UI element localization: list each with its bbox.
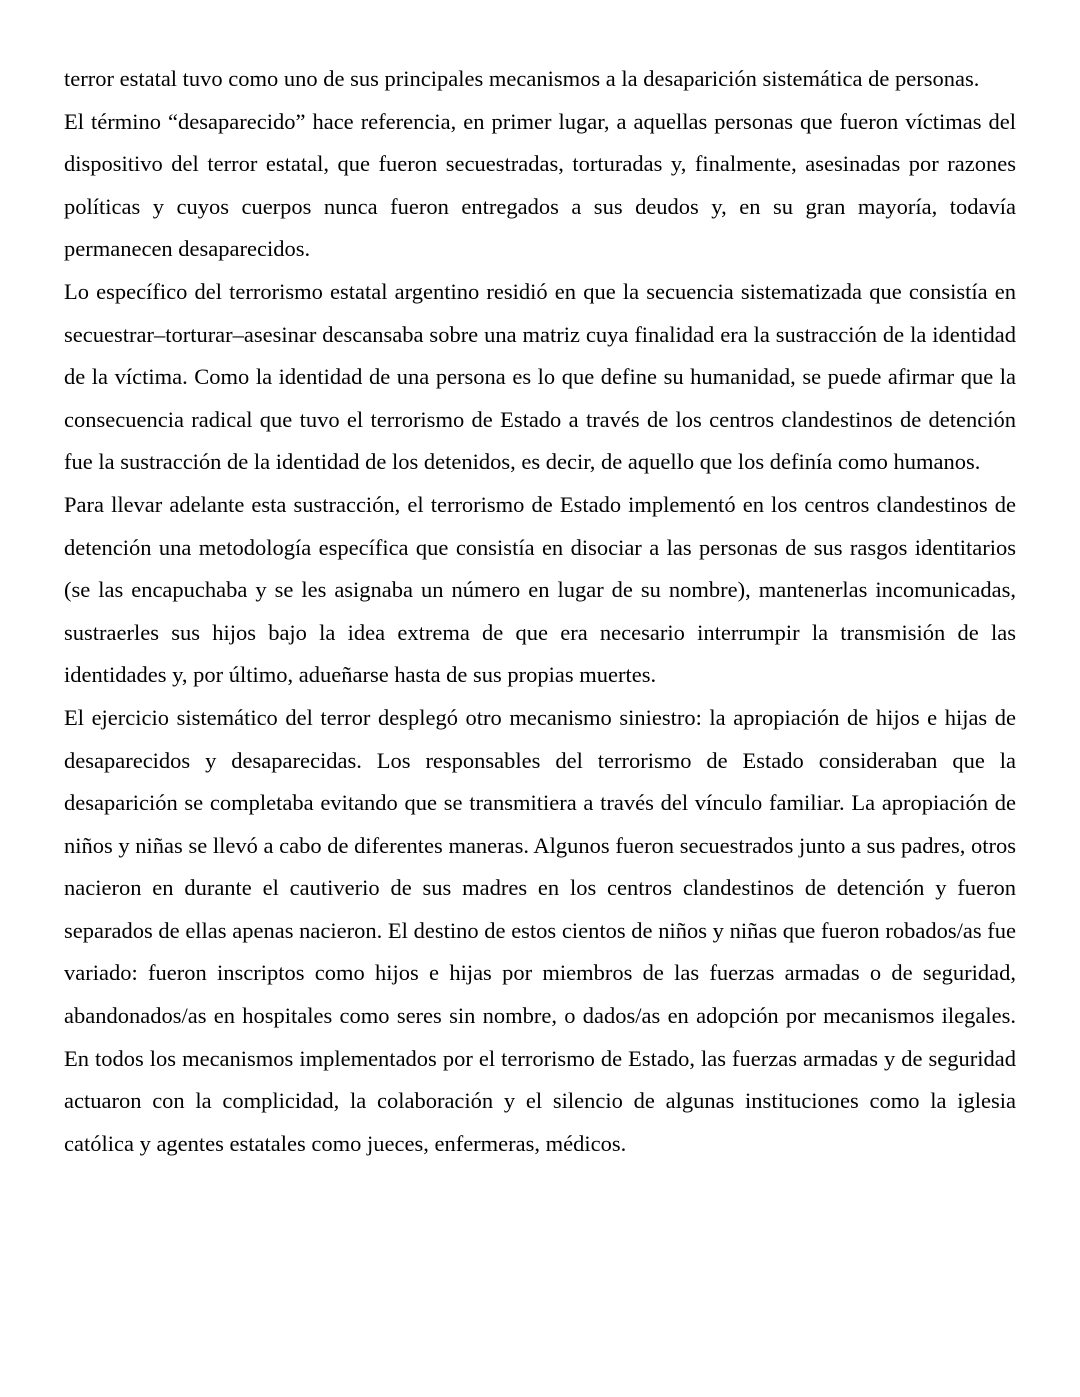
paragraph-termino-desaparecido: El término “desaparecido” hace referencia, en primer lugar, a aquellas personas que fueron víctimas del dispositivo del terror estatal, que fueron secuestradas, torturadas y, finalmente, asesinadas por razones políticas y cuyos cuerpos nunca fueron entregados a sus deudos y, en su gran mayoría, todavía permanecen desaparecidos. bbox=[64, 108, 1016, 262]
paragraph-apropiacion-hijos: El ejercicio sistemático del terror desplegó otro mecanismo siniestro: la apropiación de hijos e hijas de desaparecidos y desaparecidas. Los responsables del terrorismo de Estado consideraban que la desaparición se completaba evitando que se transmitiera a través del vínculo familiar. La apropiación de niños y niñas se llevó a cabo de diferentes maneras. Algunos fueron secuestrados junto a sus padres, otros nacieron en durante el cautiverio de sus madres en los centros clandestinos de detención y fueron separados de ellas apenas nacieron. El destino de estos cientos de niños y niñas que fueron robados/as fue variado: fueron inscriptos como hijos e hijas por miembros de las fuerzas armadas o de seguridad, abandonados/as en hospitales como seres sin nombre, o dados/as en adopción por mecanismos ilegales. En todos los mecanismos implementados por el terrorismo de Estado, las fuerzas armadas y de seguridad actuaron con la complicidad, la colaboración y el silencio de algunas instituciones como la iglesia católica y agentes estatales como jueces, enfermeras, médicos. bbox=[64, 704, 1016, 1156]
document-page bbox=[64, 58, 1016, 1165]
paragraph-especifico-terrorismo: Lo específico del terrorismo estatal argentino residió en que la secuencia sistematizada que consistía en secuestrar–torturar–asesinar descansaba sobre una matriz cuya finalidad era la sustracción de la identidad de la víctima. Como la identidad de una persona es lo que define su humanidad, se puede afirmar que la consecuencia radical que tuvo el terrorismo de Estado a través de los centros clandestinos de detención fue la sustracción de la identidad de los detenidos, es decir, de aquello que los definía como humanos. bbox=[64, 278, 1016, 475]
paragraph-sustraccion-metodologia: Para llevar adelante esta sustracción, el terrorismo de Estado implementó en los centros clandestinos de detención una metodología específica que consistía en disociar a las personas de sus rasgos identitarios (se las encapuchaba y se les asignaba un número en lugar de su nombre), mantenerlas incomunicadas, sustraerles sus hijos bajo la idea extrema de que era necesario interrumpir la transmisión de las identidades y, por último, adueñarse hasta de sus propias muertes. bbox=[64, 491, 1016, 688]
paragraph-terror-estatal: terror estatal tuvo como uno de sus principales mecanismos a la desaparición sistemática de personas. bbox=[64, 66, 980, 91]
